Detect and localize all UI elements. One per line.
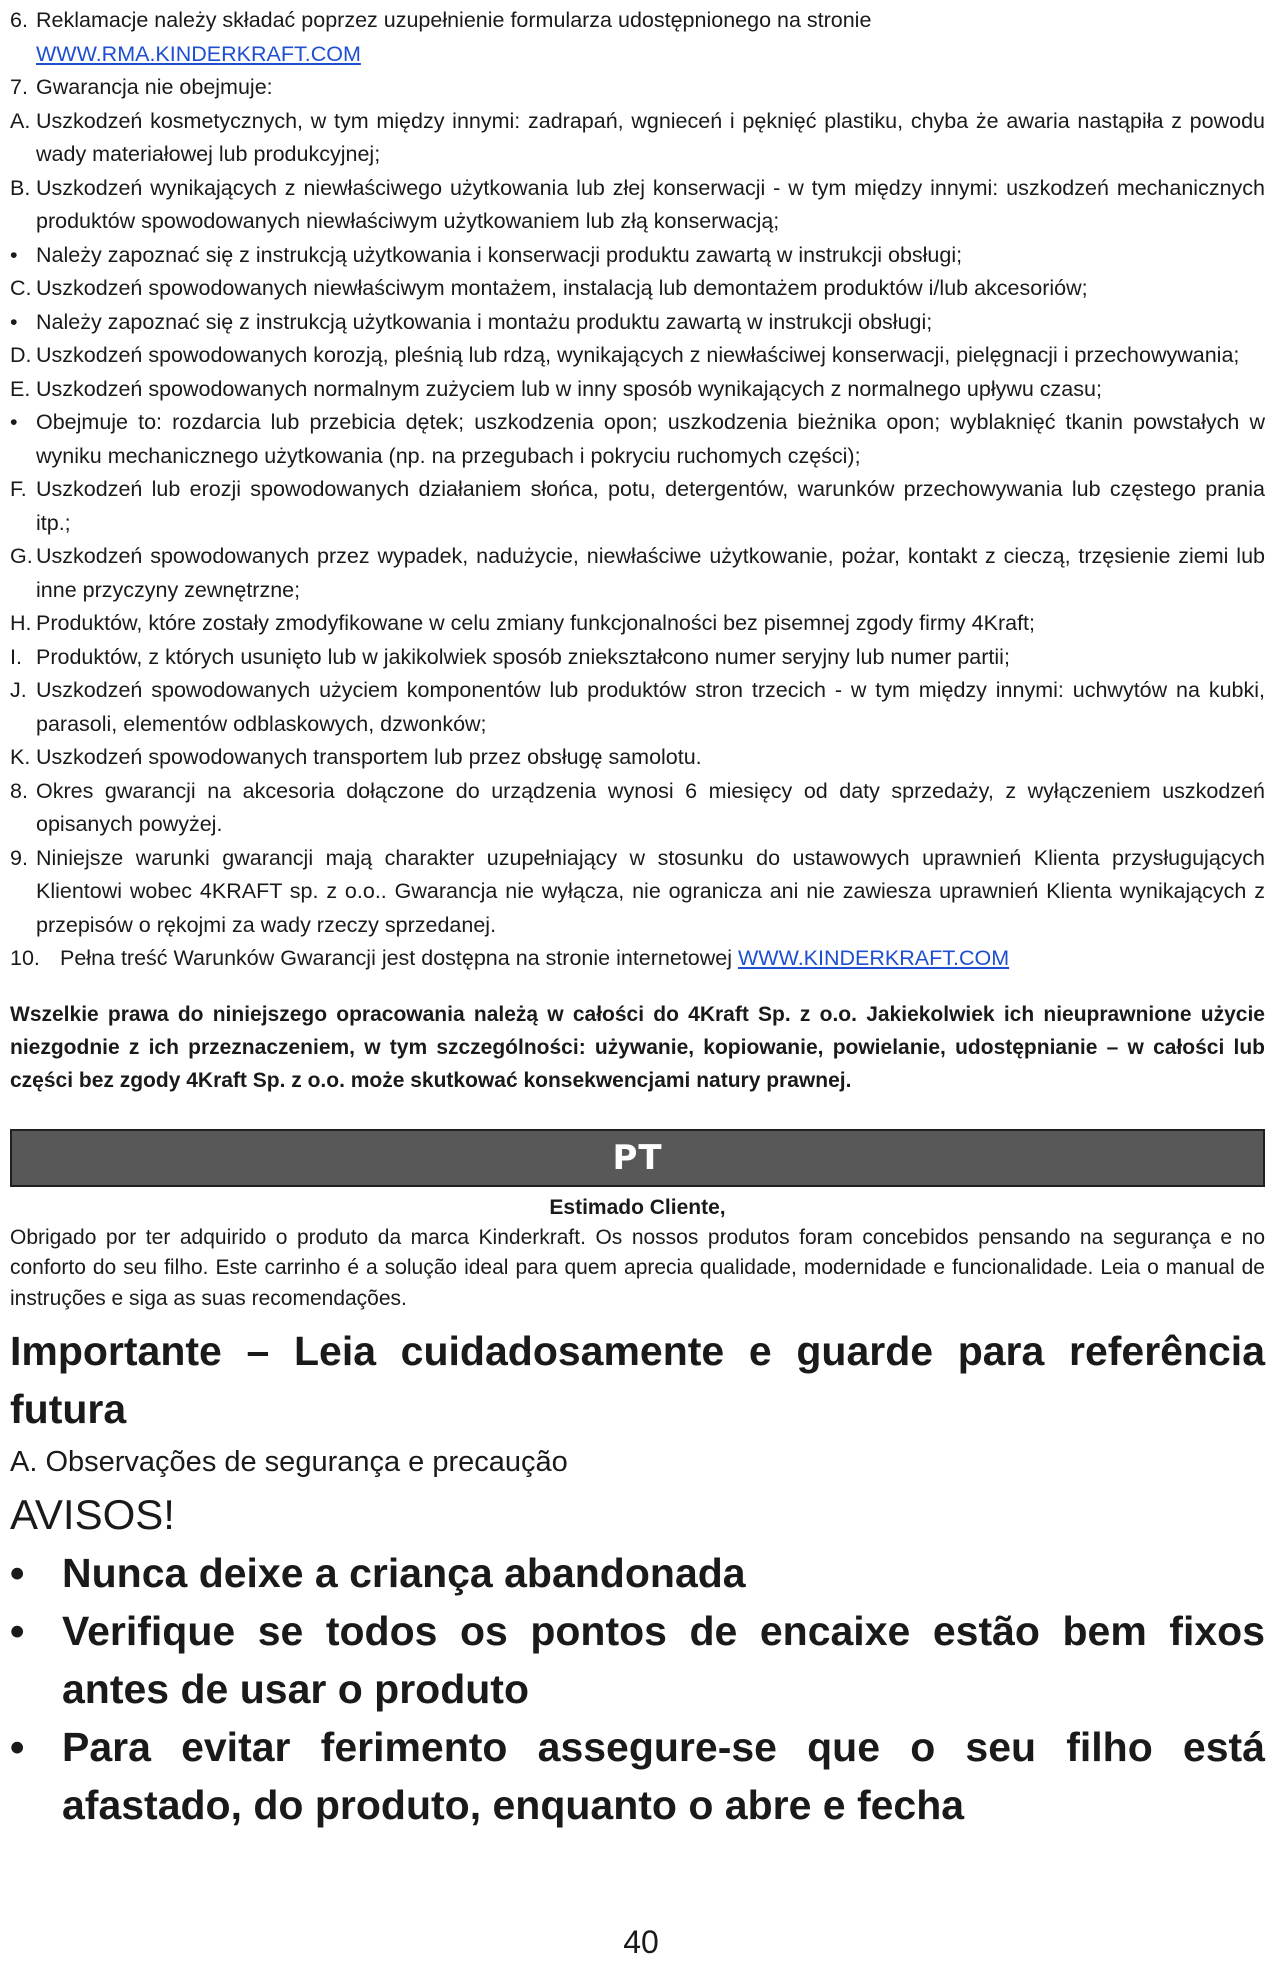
copyright-notice: Wszelkie prawa do niniejszego opracowania należą w całości do 4Kraft Sp. z o.o. Jakiekolwiek ich nieuprawnione użycie niezgodnie z ich przeznaczeniem, w tym szczególności: używanie, kopiowanie, powielanie, udostępnianie – w całości lub części bez zgody 4Kraft Sp. z o.o. może skutkować konsekwencjami natury prawnej. — [10, 1002, 1265, 1092]
list-item — [10, 339, 1265, 373]
list-item — [10, 272, 1265, 306]
list-item — [10, 473, 1265, 540]
warnings-heading: AVISOS! — [10, 1491, 175, 1538]
warning-item — [10, 1544, 1265, 1602]
warranty-list-pl — [10, 4, 1265, 976]
item-text: Uszkodzeń spowodowanych przez wypadek, nadużycie, niewłaściwe użytkowanie, pożar, kontakt z cieczą, trzęsienie ziemi lub inne przyczyny zewnętrzne; — [36, 544, 1265, 602]
item-text: Gwarancja nie obejmuje: — [36, 75, 273, 99]
item-text: Obejmuje to: rozdarcia lub przebicia dętek; uszkodzenia opon; uszkodzenia bieżnika opon; wyblaknięć tkanin powstałych w wyniku mechanicznego użytkowania (np. na przegubach i pokryciu ruchomych części); — [36, 410, 1265, 468]
item-text: Produktów, które zostały zmodyfikowane w celu zmiany funkcjonalności bez pisemnej zgody firmy 4Kraft; — [36, 611, 1035, 635]
list-item — [10, 540, 1265, 607]
bullet-marker: • — [10, 410, 18, 434]
list-item — [10, 172, 1265, 239]
item-text: Niniejsze warunki gwarancji mają charakter uzupełniający w stosunku do ustawowych uprawnień Klienta przysługujących Klientowi wobec 4KRAFT sp. z o.o.. Gwarancja nie wyłącza, nie ogranicza ani nie zawiesza uprawnień Klienta wynikających z przepisów o rękojmi za wady rzeczy sprzedanej. — [36, 845, 1265, 937]
rma-link[interactable]: WWW.RMA.KINDERKRAFT.COM — [36, 41, 361, 66]
safety-heading: A. Observações de segurança e precaução — [10, 1446, 568, 1478]
item-marker: E. — [10, 376, 31, 401]
warning-text: Para evitar ferimento assegure-se que o seu filho está afastado, do produto, enquanto o abre e fecha — [62, 1724, 1265, 1828]
item-marker: G. — [10, 544, 33, 568]
list-item — [10, 71, 1265, 105]
item-text: Reklamacje należy składać poprzez uzupełnienie formularza udostępnionego na stronie — [36, 8, 872, 32]
warning-text: Verifique se todos os pontos de encaixe estão bem fixos antes de usar o produto — [62, 1608, 1265, 1712]
item-text: Uszkodzeń spowodowanych transportem lub przez obsługę samolotu. — [36, 745, 702, 769]
item-text: Uszkodzeń spowodowanych niewłaściwym montażem, instalacją lub demontażem produktów i/lub akcesoriów; — [36, 276, 1088, 300]
list-item — [10, 4, 1265, 71]
list-item — [10, 607, 1265, 641]
list-item — [10, 306, 1265, 340]
language-banner-label: PT — [612, 1137, 663, 1178]
item-text: Uszkodzeń wynikających z niewłaściwego użytkowania lub złej konserwacji - w tym między innymi: uszkodzeń mechanicznych produktów spowodowanych niewłaściwym użytkowaniem lub złą konserwacją; — [36, 175, 1265, 233]
list-item — [10, 942, 1265, 976]
list-item — [10, 239, 1265, 273]
item-marker: H. — [10, 611, 32, 635]
list-item — [10, 674, 1265, 741]
list-item — [10, 842, 1265, 943]
warning-text: Nunca deixe a criança abandonada — [62, 1550, 746, 1596]
item-text: Pełna treść Warunków Gwarancji jest dostępna na stronie internetowej — [60, 946, 733, 970]
item-text: Należy zapoznać się z instrukcją użytkowania i montażu produktu zawartą w instrukcji obsługi; — [36, 309, 933, 334]
item-text: Należy zapoznać się z instrukcją użytkowania i konserwacji produktu zawartą w instrukcji obsługi; — [36, 242, 963, 267]
item-marker: B. — [10, 175, 31, 200]
item-marker: C. — [10, 276, 32, 300]
bullet-icon — [10, 1602, 62, 1718]
item-marker: A. — [10, 108, 31, 133]
list-item — [10, 775, 1265, 842]
warning-item — [10, 1602, 1265, 1718]
item-marker: 10. — [10, 946, 40, 970]
item-text: Uszkodzeń kosmetycznych, w tym między innymi: zadrapań, wgnieceń i pęknięć plastiku, chyba że awaria nastąpiła z powodu wady materiałowej lub produkcyjnej; — [36, 108, 1265, 166]
item-marker: F. — [10, 477, 27, 501]
item-marker: 8. — [10, 778, 28, 803]
warnings-list — [10, 1544, 1265, 1834]
language-banner — [10, 1129, 1265, 1187]
list-item — [10, 373, 1265, 407]
item-text: Uszkodzeń spowodowanych korozją, pleśnią lub rdzą, wynikających z niewłaściwej konserwacji, pielęgnacji i przechowywania; — [36, 343, 1240, 367]
item-text: Uszkodzeń spowodowanych użyciem komponentów lub produktów stron trzecich - w tym między innymi: uchwytów na kubki, parasoli, elementów odblaskowych, dzwonków; — [36, 678, 1265, 736]
item-marker: 6. — [10, 8, 28, 32]
list-item — [10, 641, 1265, 675]
intro-paragraph: Obrigado por ter adquirido o produto da marca Kinderkraft. Os nossos produtos foram concebidos pensando na segurança e no conforto do seu filho. Este carrinho é a solução ideal para quem aprecia qualidade, modernidade e funcionalidade. Leia o manual de instruções e siga as suas recomendações. — [10, 1225, 1265, 1310]
warning-item — [10, 1718, 1265, 1834]
item-text: Uszkodzeń spowodowanych normalnym zużyciem lub w inny sposób wynikających z normalnego upływu czasu; — [36, 376, 1102, 401]
bullet-icon — [10, 1718, 62, 1834]
bullet-marker: • — [10, 309, 18, 334]
list-item — [10, 741, 1265, 775]
important-heading: Importante – Leia cuidadosamente e guarde para referência futura — [10, 1328, 1265, 1432]
greeting: Estimado Cliente, — [549, 1195, 726, 1219]
item-marker: K. — [10, 745, 31, 769]
item-marker: I. — [10, 644, 22, 669]
list-item — [10, 105, 1265, 172]
bullet-marker: • — [10, 242, 18, 267]
item-marker: 9. — [10, 845, 28, 870]
item-text: Produktów, z których usunięto lub w jakikolwiek sposób zniekształcono numer seryjny lub numer partii; — [36, 644, 1010, 669]
bullet-icon — [10, 1544, 62, 1602]
list-item — [10, 406, 1265, 473]
item-text: Uszkodzeń lub erozji spowodowanych działaniem słońca, potu, detergentów, warunków przechowywania lub częstego prania itp.; — [36, 477, 1265, 535]
document-page — [10, 4, 1265, 1834]
kinderkraft-link[interactable]: WWW.KINDERKRAFT.COM — [738, 946, 1010, 970]
item-marker: 7. — [10, 75, 28, 99]
page-number: 40 — [623, 1924, 659, 1960]
item-marker: D. — [10, 343, 32, 367]
item-text: Okres gwarancji na akcesoria dołączone do urządzenia wynosi 6 miesięcy od daty sprzedaży, z wyłączeniem uszkodzeń opisanych powyżej. — [36, 778, 1265, 836]
item-marker: J. — [10, 678, 27, 702]
